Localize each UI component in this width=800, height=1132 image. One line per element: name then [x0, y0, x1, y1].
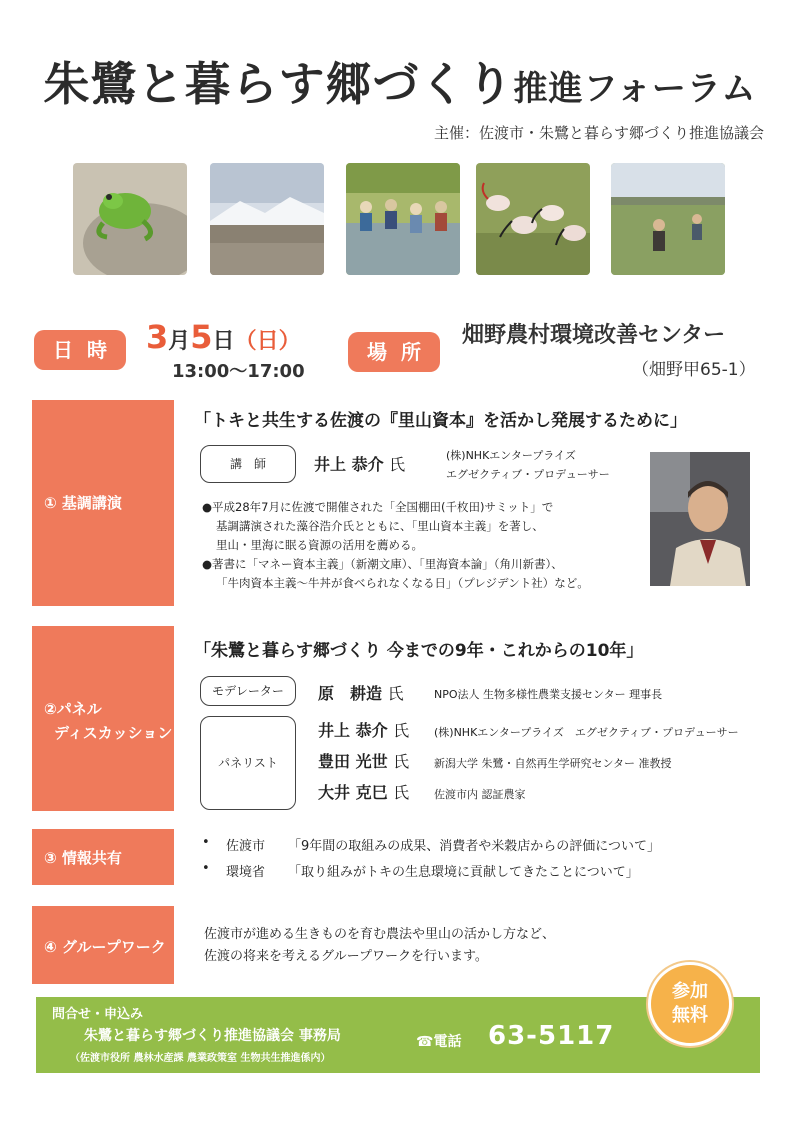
- free-admission-badge: [648, 962, 732, 1046]
- keynote-affiliation-1: (株)NHKエンタープライズ: [446, 449, 576, 462]
- badge-line-2: 無料: [672, 1005, 708, 1026]
- moderator-role: モデレーター: [200, 676, 296, 706]
- rice-planting-photo: [346, 163, 460, 275]
- snowy-mountain-photo: [210, 163, 324, 275]
- frog-photo: [73, 163, 187, 275]
- keynote-speaker: 井上 恭介 氏: [314, 455, 406, 474]
- phone-label: ☎電話: [416, 1034, 462, 1050]
- panelist-3-name: 大井 克巳 氏: [318, 783, 410, 802]
- panelist-1-name: 井上 恭介 氏: [318, 721, 410, 740]
- groupwork-line-2: 佐渡の将来を考えるグループワークを行います。: [204, 949, 488, 964]
- groupwork-label-block: [32, 906, 174, 984]
- event-time: 13:00〜17:00: [172, 361, 305, 382]
- info-label-block: [32, 829, 174, 885]
- date-label: 日時: [34, 330, 126, 370]
- venue-name: 畑野農村環境改善センター: [462, 323, 726, 348]
- panel-label-2: ディスカッション: [54, 724, 173, 742]
- groupwork-label: ④ グループワーク: [44, 938, 166, 956]
- panel-label-1: ②パネル: [44, 700, 102, 718]
- panelist-2-affiliation: 新潟大学 朱鷺・自然再生学研究センター 准教授: [434, 757, 672, 770]
- keynote-bio-3: 里山・里海に眠る資源の活用を薦める。: [216, 538, 423, 552]
- panelist-1-affiliation: (株)NHKエンタープライズ エグゼクティブ・プロデューサー: [434, 726, 739, 739]
- field-work-photo: [611, 163, 725, 275]
- contact-office: 朱鷺と暮らす郷づくり推進協議会 事務局: [84, 1028, 341, 1044]
- panel-theme: 「朱鷺と暮らす郷づくり 今までの9年・これからの10年」: [194, 641, 644, 661]
- event-date: 3月5日（日）: [146, 318, 301, 356]
- keynote-bio-5: 「牛肉資本主義〜牛丼が食べられなくなる日」（プレジデント社）など。: [216, 576, 589, 590]
- keynote-label-block: [32, 400, 174, 606]
- contact-heading: 問合せ・申込み: [52, 1007, 144, 1022]
- info-label: ③ 情報共有: [44, 849, 122, 867]
- panel-label-block: [32, 626, 174, 811]
- moderator-name: 原 耕造 氏: [318, 684, 404, 703]
- phone-number: 63-5117: [488, 1021, 615, 1051]
- keynote-label: ① 基調講演: [44, 494, 122, 512]
- keynote-affiliation-2: エグゼクティブ・プロデューサー: [446, 468, 610, 481]
- moderator-affiliation: NPO法人 生物多様性農業支援センター 理事長: [434, 688, 663, 701]
- title-main: 朱鷺と暮らす郷づくり: [43, 57, 514, 111]
- venue-label: 場所: [348, 332, 440, 372]
- title-sub: 推進フォーラム: [513, 69, 757, 109]
- keynote-bio-2: 基調講演された藻谷浩介氏とともに、「里山資本主義」を著し、: [216, 519, 544, 533]
- keynote-theme: 「トキと共生する佐渡の『里山資本』を活かし発展するために」: [194, 411, 687, 431]
- info-item-2: • 環境省 「取り組みがトキの生息環境に貢献してきたことについて」: [202, 861, 639, 880]
- contact-sub: （佐渡市役所 農林水産課 農業政策室 生物共生推進係内）: [70, 1053, 331, 1064]
- panelist-2-name: 豊田 光世 氏: [318, 752, 410, 771]
- lecturer-role: 講 師: [200, 445, 296, 483]
- groupwork-line-1: 佐渡市が進める生きものを育む農法や里山の活かし方など、: [204, 927, 556, 942]
- badge-line-1: 参加: [672, 981, 708, 1002]
- page-title: [0, 48, 800, 114]
- ibis-birds-photo: [476, 163, 590, 275]
- keynote-bio-1: ●平成28年7月に佐渡で開催された「全国棚田(千枚田)サミット」で: [202, 500, 554, 514]
- keynote-bio-4: ●著書に「マネー資本主義」（新潮文庫）、「里海資本論」（角川新書）、: [202, 557, 563, 571]
- organizer: 主催：佐渡市・朱鷺と暮らす郷づくり推進協議会: [433, 124, 764, 142]
- panelist-role: パネリスト: [200, 716, 296, 810]
- speaker-portrait: [650, 452, 750, 586]
- info-item-1: • 佐渡市 「9年間の取組みの成果、消費者や米穀店からの評価について」: [202, 835, 661, 854]
- panelist-3-affiliation: 佐渡市内 認証農家: [434, 788, 526, 801]
- venue-address: （畑野甲65-1）: [632, 360, 756, 380]
